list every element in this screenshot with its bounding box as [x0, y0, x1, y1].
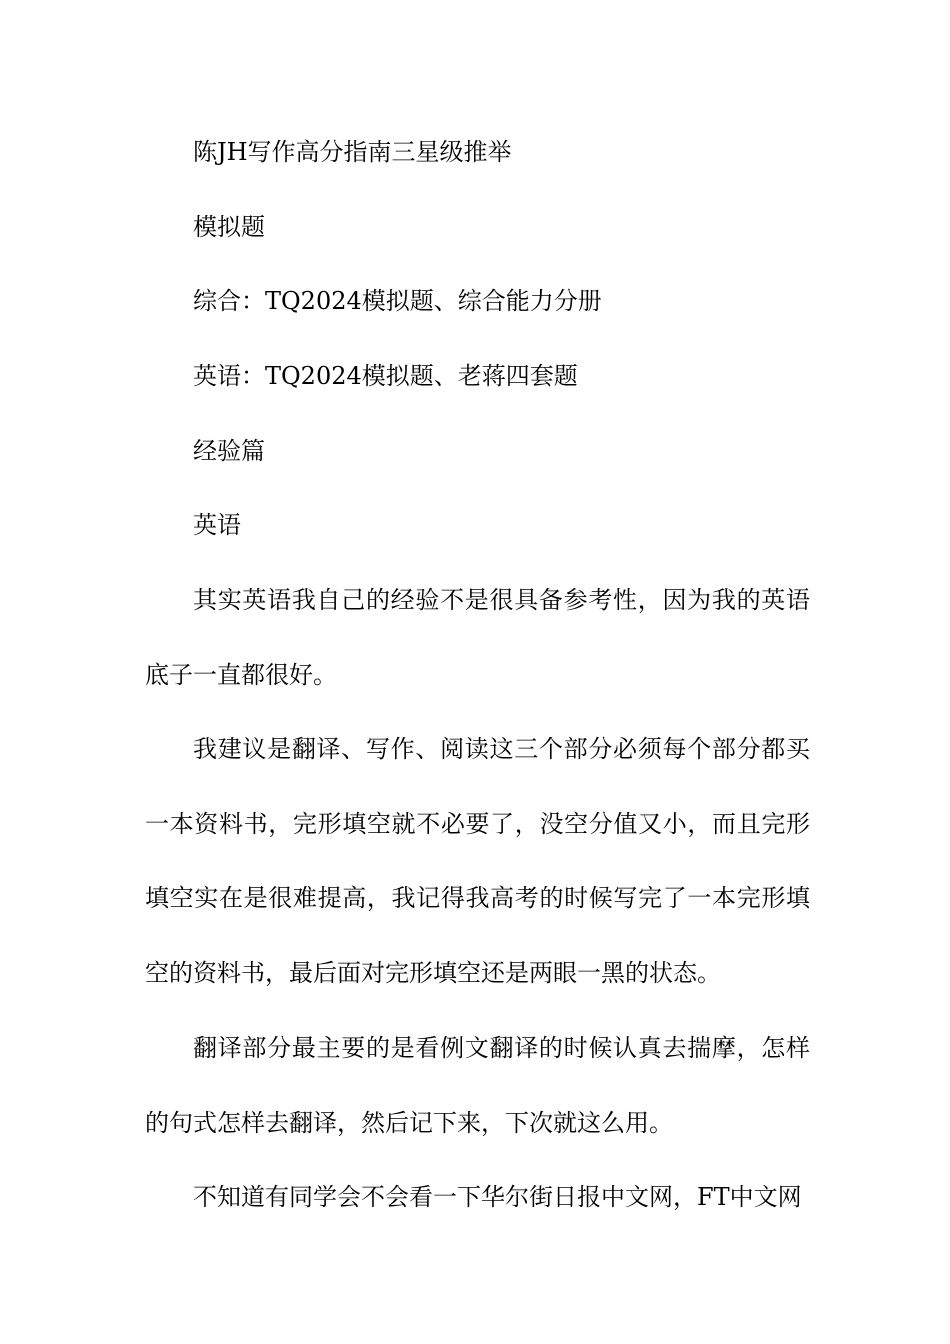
section-heading-experience: 经验篇 — [193, 437, 265, 465]
recommendation-line: 陈JH写作高分指南三星级推举 — [193, 138, 512, 166]
english-mock-line: 英语：TQ2024模拟题、老蒋四套题 — [193, 362, 578, 390]
body-paragraph: 翻译部分最主要的是看例文翻译的时候认真去揣摩，怎样的句式怎样去翻译，然后记下来，下次就这么用。 — [145, 1034, 810, 1137]
body-paragraph: 我建议是翻译、写作、阅读这三个部分必须每个部分都买一本资料书，完形填空就不必要了，没空分值又小，而且完形填空实在是很难提高，我记得我高考的时候写完了一本完形填空的资料书，最后面对完形填空还是两眼一黑的状态。 — [145, 735, 810, 988]
comprehensive-mock-line: 综合：TQ2024模拟题、综合能力分册 — [193, 287, 602, 315]
section-heading-mock-exams: 模拟题 — [193, 213, 265, 241]
section-heading-english: 英语 — [193, 511, 241, 539]
body-paragraph: 其实英语我自己的经验不是很具备参考性，因为我的英语底子一直都很好。 — [145, 586, 810, 689]
body-paragraph: 不知道有同学会不会看一下华尔街日报中文网，FT中文网 — [193, 1183, 802, 1211]
